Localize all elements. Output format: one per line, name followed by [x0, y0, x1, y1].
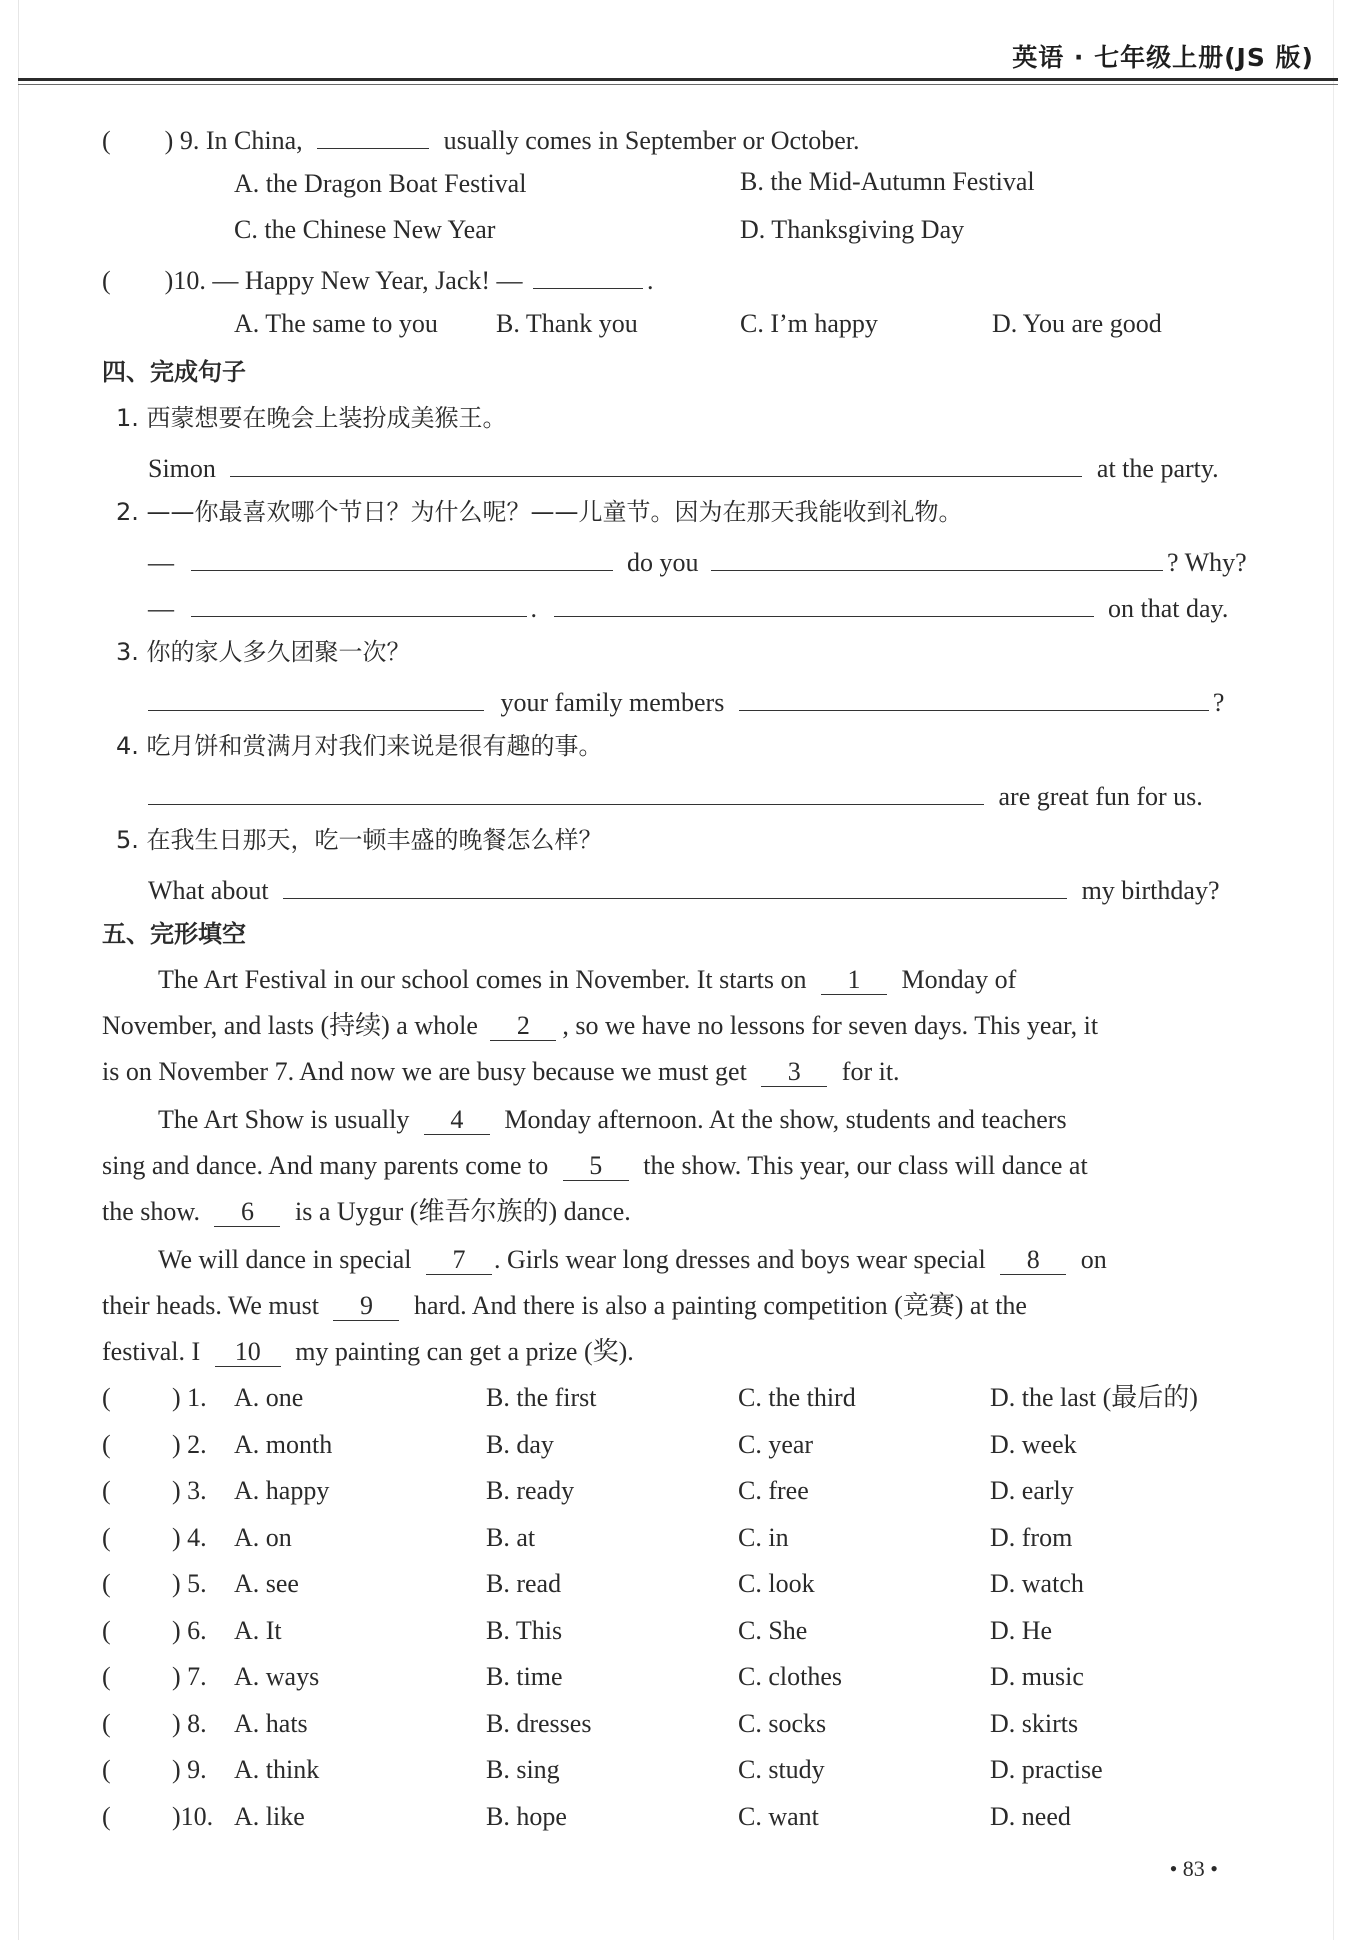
option-a: A. ways — [234, 1662, 320, 1691]
option-d: D. music — [990, 1662, 1084, 1691]
sentence-answer-line: your family members ? — [148, 684, 1224, 719]
cloze-blank[interactable]: 9 — [333, 1292, 399, 1321]
passage-line: We will dance in special 7 . Girls wear long dresses and boys wear special 8 on — [158, 1245, 1107, 1274]
option-a: A. think — [234, 1755, 320, 1784]
option-d: D. He — [990, 1616, 1053, 1645]
section-title: 四、完成句子 — [102, 358, 246, 386]
cloze-blank[interactable]: 10 — [215, 1338, 281, 1367]
option-b: B. the first — [486, 1383, 597, 1412]
question-number: ) 7. — [172, 1662, 207, 1691]
option-d: D. need — [990, 1802, 1071, 1831]
option-c: C. in — [738, 1523, 789, 1552]
passage-line: is on November 7. And now we are busy because we must get 3 for it. — [102, 1057, 900, 1086]
option-c: C. I’m happy — [740, 309, 878, 338]
option-c: C. want — [738, 1802, 819, 1831]
question-number: ) 2. — [172, 1430, 207, 1459]
sentence-answer-line: are great fun for us. — [148, 778, 1203, 813]
option-a: A. see — [234, 1569, 299, 1598]
answer-paren[interactable]: ( — [102, 1523, 111, 1552]
option-a: A. one — [234, 1383, 304, 1412]
question-number: ) 8. — [172, 1709, 207, 1738]
answer-paren[interactable]: ( — [102, 1709, 111, 1738]
option-b: B. sing — [486, 1755, 560, 1784]
option-d: D. week — [990, 1430, 1077, 1459]
option-a: A. hats — [234, 1709, 308, 1738]
option-a: A. The same to you — [234, 309, 438, 338]
option-a: A. like — [234, 1802, 305, 1831]
option-a: A. happy — [234, 1476, 330, 1505]
passage-line: November, and lasts (持续) a whole 2 , so we have no lessons for seven days. This year, it — [102, 1011, 1099, 1040]
answer-paren[interactable]: ( — [102, 1616, 111, 1645]
sentence-prompt: 5. 在我生日那天，吃一顿丰盛的晚餐怎么样？ — [116, 826, 603, 854]
option-b: B. time — [486, 1662, 563, 1691]
sentence-prompt: 3. 你的家人多久团聚一次？ — [116, 638, 411, 666]
answer-blank[interactable] — [317, 122, 429, 149]
option-b: B. at — [486, 1523, 536, 1552]
option-d: D. You are good — [992, 309, 1162, 338]
header-title: 英语 · 七年级上册(JS 版) — [1012, 43, 1314, 72]
answer-blank[interactable] — [191, 590, 527, 617]
question-number: ) 3. — [172, 1476, 207, 1505]
option-d: D. early — [990, 1476, 1074, 1505]
cloze-blank[interactable]: 6 — [214, 1198, 280, 1227]
passage-line: The Art Show is usually 4 Monday afternoon. At the show, students and teachers — [158, 1105, 1067, 1134]
option-b: B. This — [486, 1616, 563, 1645]
sentence-answer-line: Simon at the party. — [148, 450, 1219, 485]
option-b: B. day — [486, 1430, 554, 1459]
answer-blank[interactable] — [191, 544, 613, 571]
question-number: )10. — [172, 1802, 214, 1831]
question-number: ) 5. — [172, 1569, 207, 1598]
passage-line: the show. 6 is a Uygur (维吾尔族的) dance. — [102, 1197, 631, 1226]
option-b: B. ready — [486, 1476, 575, 1505]
answer-blank[interactable] — [533, 262, 643, 289]
question-number: ) 1. — [172, 1383, 207, 1412]
option-c: C. look — [738, 1569, 815, 1598]
option-c: C. free — [738, 1476, 809, 1505]
option-b: B. hope — [486, 1802, 567, 1831]
answer-blank[interactable] — [230, 450, 1082, 477]
question-number: ) 4. — [172, 1523, 207, 1552]
cloze-blank[interactable]: 5 — [563, 1152, 629, 1181]
question-number: ) 6. — [172, 1616, 207, 1645]
answer-paren[interactable]: ( — [102, 1802, 111, 1831]
sentence-prompt: 1. 西蒙想要在晚会上装扮成美猴王。 — [116, 404, 507, 432]
header-rule — [18, 78, 1338, 81]
option-a: A. month — [234, 1430, 333, 1459]
answer-blank[interactable] — [711, 544, 1163, 571]
question-number: ) 9. — [172, 1755, 207, 1784]
option-b: B. dresses — [486, 1709, 592, 1738]
sentence-answer-line: What about my birthday? — [148, 872, 1220, 907]
question-10-stem: ( )10. — Happy New Year, Jack! — . — [102, 262, 654, 297]
cloze-blank[interactable]: 8 — [1000, 1246, 1066, 1275]
cloze-blank[interactable]: 2 — [490, 1012, 556, 1041]
answer-blank[interactable] — [283, 872, 1067, 899]
option-b: B. read — [486, 1569, 562, 1598]
option-c: C. study — [738, 1755, 825, 1784]
option-c: C. socks — [738, 1709, 827, 1738]
option-c: C. year — [738, 1430, 814, 1459]
cloze-blank[interactable]: 7 — [426, 1246, 492, 1275]
option-b: B. the Mid-Autumn Festival — [740, 167, 1035, 196]
answer-paren[interactable]: ( — [102, 1476, 111, 1505]
answer-paren[interactable]: ( — [102, 1430, 111, 1459]
option-d: D. the last (最后的) — [990, 1383, 1198, 1412]
option-c: C. the third — [738, 1383, 856, 1412]
answer-blank[interactable] — [739, 684, 1209, 711]
section-title: 五、完形填空 — [102, 920, 246, 948]
sentence-answer-line: — do you ? Why? — [148, 544, 1247, 579]
answer-paren[interactable]: ( — [102, 1662, 111, 1691]
answer-paren[interactable]: ( — [102, 1383, 111, 1412]
cloze-blank[interactable]: 1 — [821, 966, 887, 995]
answer-blank[interactable] — [148, 778, 984, 805]
option-c: C. the Chinese New Year — [234, 215, 496, 244]
option-c: C. She — [738, 1616, 808, 1645]
answer-paren[interactable]: ( — [102, 1569, 111, 1598]
passage-line: festival. I 10 my painting can get a prize (奖). — [102, 1337, 634, 1366]
sentence-prompt: 2. ——你最喜欢哪个节日？为什么呢？——儿童节。因为在那天我能收到礼物。 — [116, 498, 963, 526]
option-a: A. on — [234, 1523, 292, 1552]
passage-line: The Art Festival in our school comes in November. It starts on 1 Monday of — [158, 965, 1017, 994]
option-c: C. clothes — [738, 1662, 842, 1691]
header-rule-thin — [18, 84, 1338, 85]
question-9-stem: ( ) 9. In China, usually comes in September or October. — [102, 122, 860, 157]
option-d: D. Thanksgiving Day — [740, 215, 965, 244]
option-a: A. the Dragon Boat Festival — [234, 169, 527, 198]
answer-paren[interactable]: ( — [102, 1755, 111, 1784]
page-number: • 83 • — [1169, 1856, 1218, 1881]
option-b: B. Thank you — [496, 309, 638, 338]
option-d: D. practise — [990, 1755, 1103, 1784]
answer-blank[interactable] — [554, 590, 1094, 617]
sentence-prompt: 4. 吃月饼和赏满月对我们来说是很有趣的事。 — [116, 732, 603, 760]
option-a: A. It — [234, 1616, 282, 1645]
passage-line: their heads. We must 9 hard. And there is also a painting competition (竞赛) at the — [102, 1291, 1027, 1320]
answer-blank[interactable] — [148, 684, 484, 711]
sentence-answer-line: — . on that day. — [148, 590, 1228, 625]
cloze-blank[interactable]: 4 — [424, 1106, 490, 1135]
cloze-blank[interactable]: 3 — [761, 1058, 827, 1087]
passage-line: sing and dance. And many parents come to 5 the show. This year, our class will dance at — [102, 1151, 1088, 1180]
option-d: D. watch — [990, 1569, 1084, 1598]
option-d: D. skirts — [990, 1709, 1079, 1738]
option-d: D. from — [990, 1523, 1073, 1552]
